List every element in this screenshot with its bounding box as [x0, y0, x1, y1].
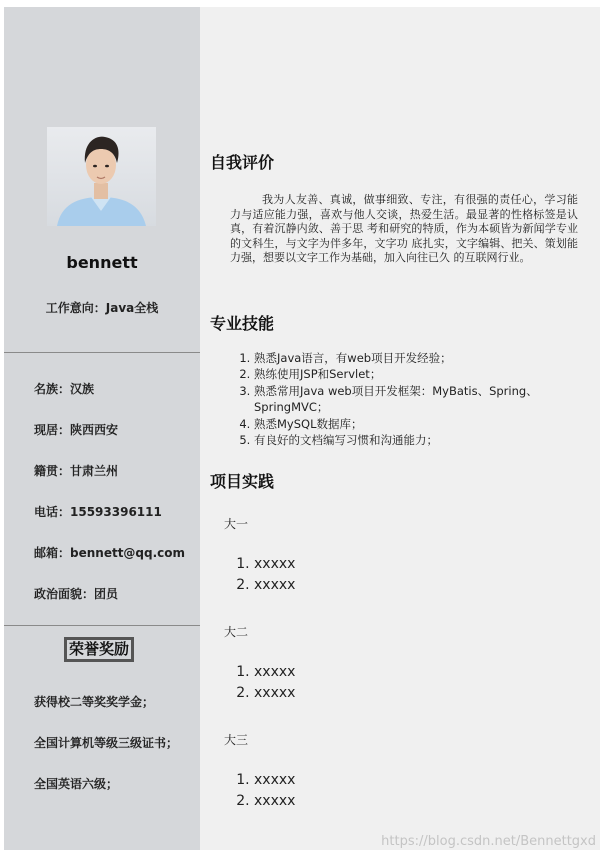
project-item: 2. xxxxx: [254, 683, 295, 704]
honor-item: 全国计算机等级三级证书；: [34, 736, 179, 750]
job-intent: 工作意向：Java全栈: [45, 301, 159, 315]
info-residence: 现居：陕西西安: [34, 423, 119, 437]
sidebar: [4, 7, 200, 850]
project-year-label: 大三: [224, 733, 249, 747]
project-year-label: 大二: [224, 625, 249, 639]
sidebar-divider: [4, 352, 200, 353]
project-item: 1. xxxxx: [254, 770, 295, 791]
project-item: 1. xxxxx: [254, 662, 295, 683]
skill-item: 5. 有良好的文档编写习惯和沟通能力；: [254, 432, 594, 448]
project-list: [234, 662, 295, 704]
honor-item: 获得校二等奖奖学金；: [34, 695, 155, 709]
resume-page: [4, 7, 600, 850]
self-evaluation-title: 自我评价: [210, 153, 275, 172]
project-list: [234, 554, 295, 596]
skill-item: 2. 熟练使用JSP和Servlet；: [254, 366, 594, 382]
skills-list: [234, 350, 594, 448]
candidate-name: bennett: [66, 253, 138, 272]
info-political-status: 政治面貌：团员: [34, 587, 119, 601]
profile-photo: [47, 127, 156, 226]
honors-title: 荣誉奖励: [66, 639, 132, 660]
project-list: [234, 770, 295, 812]
project-item: 2. xxxxx: [254, 791, 295, 812]
skill-item: 1. 熟悉Java语言，有web项目开发经验；: [254, 350, 594, 366]
self-evaluation-text: 我为人友善、真诚，做事细致、专注，有很强的责任心，学习能力与适应能力强，喜欢与他人交谈，热爱生活。最显著的性格标签是认真，有着沉静内敛、善于思 考和研究的特质，作为本硕皆为新闻学专业的文科生，与文字为伴多年，文字功 底扎实，文字编辑、把关、策划能力强，想要以文字工作为基础，加入向往已久 的互联网行业。: [230, 193, 578, 264]
info-phone: 电话：15593396111: [34, 505, 162, 519]
info-ethnicity: 名族：汉族: [34, 382, 95, 396]
project-item: 2. xxxxx: [254, 575, 295, 596]
honors-heading-box: [64, 637, 134, 662]
project-year-label: 大一: [224, 517, 249, 531]
project-item: 1. xxxxx: [254, 554, 295, 575]
info-email: 邮箱：bennett@qq.com: [34, 546, 186, 560]
sidebar-divider: [4, 625, 200, 626]
skill-item: 3. 熟悉常用Java web项目开发框架：MyBatis、Spring、SpringMVC；: [254, 383, 594, 416]
skills-title: 专业技能: [210, 314, 275, 333]
person-illustration: [47, 127, 156, 226]
honor-item: 全国英语六级；: [34, 777, 119, 791]
info-hometown: 籍贯：甘肃兰州: [34, 464, 119, 478]
projects-title: 项目实践: [210, 472, 275, 491]
watermark: https://blog.csdn.net/Bennettgxd: [381, 834, 596, 849]
skill-item: 4. 熟悉MySQL数据库；: [254, 416, 594, 432]
